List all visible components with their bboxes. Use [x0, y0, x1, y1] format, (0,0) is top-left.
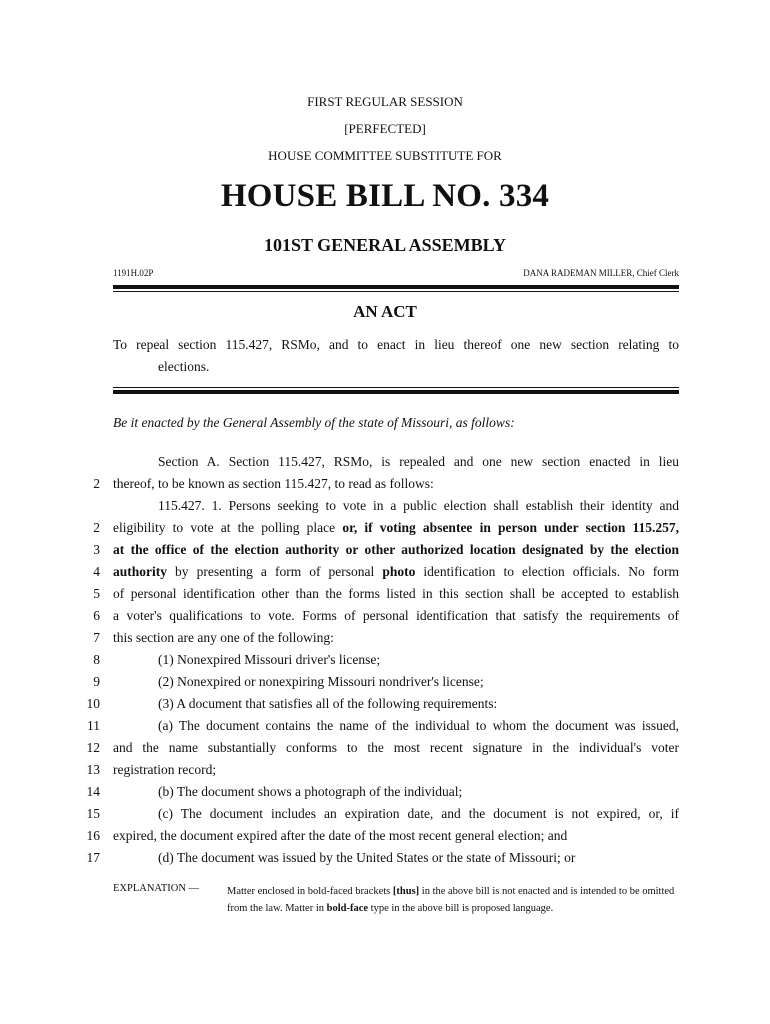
- line-number: 9: [93, 674, 100, 689]
- section-line-5: of personal identification other than the forms listed in this section shall be accepted to establish: [113, 586, 679, 601]
- section-line-17: (d) The document was issued by the United States or the state of Missouri; or: [158, 850, 576, 865]
- act-purpose-line2: elections.: [158, 359, 210, 374]
- section-line-10: (3) A document that satisfies all of the following requirements:: [158, 696, 498, 711]
- line-number: 13: [86, 762, 100, 777]
- substitute-label: HOUSE COMMITTEE SUBSTITUTE FOR: [268, 148, 502, 163]
- line-number: 7: [93, 630, 100, 645]
- perfected-label: [PERFECTED]: [344, 121, 426, 136]
- section-line-3: at the office of the election authority or other authorized location designated by the election: [113, 542, 679, 557]
- bill-title: HOUSE BILL NO. 334: [220, 178, 550, 214]
- line-number: 16: [86, 828, 100, 843]
- line-number: 2: [93, 520, 100, 535]
- line-text: eligibility to vote at the polling place: [113, 520, 343, 535]
- bold-text: authority: [113, 564, 167, 579]
- enacting-clause: Be it enacted by the General Assembly of the state of Missouri, as follows:: [113, 415, 515, 430]
- section-line-7: this section are any one of the following:: [113, 630, 334, 645]
- line-number: 10: [86, 696, 100, 711]
- section-line-2: [113, 517, 679, 539]
- act-rule-thick: [113, 390, 679, 394]
- explanation-text-part: Matter enclosed in bold-faced brackets: [227, 886, 393, 897]
- line-number: 6: [93, 608, 100, 623]
- section-a-line2: thereof, to be known as section 115.427, to read as follows:: [113, 476, 434, 491]
- explanation-text: [227, 883, 679, 917]
- assembly-label: 101ST GENERAL ASSEMBLY: [263, 235, 507, 255]
- line-number: 3: [93, 542, 100, 557]
- line-text: by presenting a form of personal: [167, 564, 383, 579]
- header-rule-thick: [113, 285, 679, 289]
- line-number: 15: [86, 806, 100, 821]
- section-line-1: 115.427. 1. Persons seeking to vote in a public election shall establish their identity and: [158, 498, 679, 513]
- line-number: 2: [93, 476, 100, 491]
- act-rule-thin: [113, 387, 679, 388]
- chief-clerk: DANA RADEMAN MILLER, Chief Clerk: [523, 268, 679, 278]
- section-line-4: [113, 561, 679, 583]
- act-purpose-line1: To repeal section 115.427, RSMo, and to enact in lieu thereof one new section relating to: [113, 337, 679, 352]
- explanation-label: EXPLANATION —: [113, 883, 200, 894]
- section-line-16: expired, the document expired after the date of the most recent general election; and: [113, 828, 568, 843]
- line-number: 4: [93, 564, 100, 579]
- line-number: 12: [86, 740, 100, 755]
- line-number: 11: [87, 718, 100, 733]
- section-line-9: (2) Nonexpired or nonexpiring Missouri nondriver's license;: [158, 674, 484, 689]
- act-heading: AN ACT: [353, 302, 417, 321]
- section-line-12: and the name substantially conforms to the most recent signature in the individual's voter: [113, 740, 679, 755]
- section-line-14: (b) The document shows a photograph of the individual;: [158, 784, 463, 799]
- header-rule-thin: [113, 291, 679, 292]
- section-line-11: (a) The document contains the name of the individual to whom the document was issued,: [158, 718, 679, 733]
- section-a-line1: Section A. Section 115.427, RSMo, is repealed and one new section enacted in lieu: [158, 454, 679, 469]
- line-number: 17: [86, 850, 100, 865]
- section-line-13: registration record;: [113, 762, 217, 777]
- bold-text: or, if voting absentee in person under section 115.257,: [342, 520, 679, 535]
- section-line-8: (1) Nonexpired Missouri driver's license;: [158, 652, 381, 667]
- section-line-15: (c) The document includes an expiration date, and the document is not expired, or, if: [158, 806, 679, 821]
- bold-text: photo: [382, 564, 416, 579]
- explanation-text-part: in the above bill is not enacted and is intended to be omitted from the law. Matter in: [227, 886, 675, 914]
- session-label: FIRST REGULAR SESSION: [307, 94, 463, 109]
- doc-code: 1191H.02P: [113, 268, 154, 278]
- explanation-bold-part: bold-face: [326, 903, 369, 914]
- line-text: identification to election officials. No form: [415, 564, 679, 579]
- explanation-text-part: type in the above bill is proposed language.: [368, 903, 554, 914]
- line-number: 8: [93, 652, 100, 667]
- line-number: 5: [93, 586, 100, 601]
- explanation-bold-part: [thus]: [392, 886, 420, 897]
- line-number: 14: [86, 784, 100, 799]
- section-line-6: a voter's qualifications to vote. Forms of personal identification that satisfy the requirements of: [113, 608, 679, 623]
